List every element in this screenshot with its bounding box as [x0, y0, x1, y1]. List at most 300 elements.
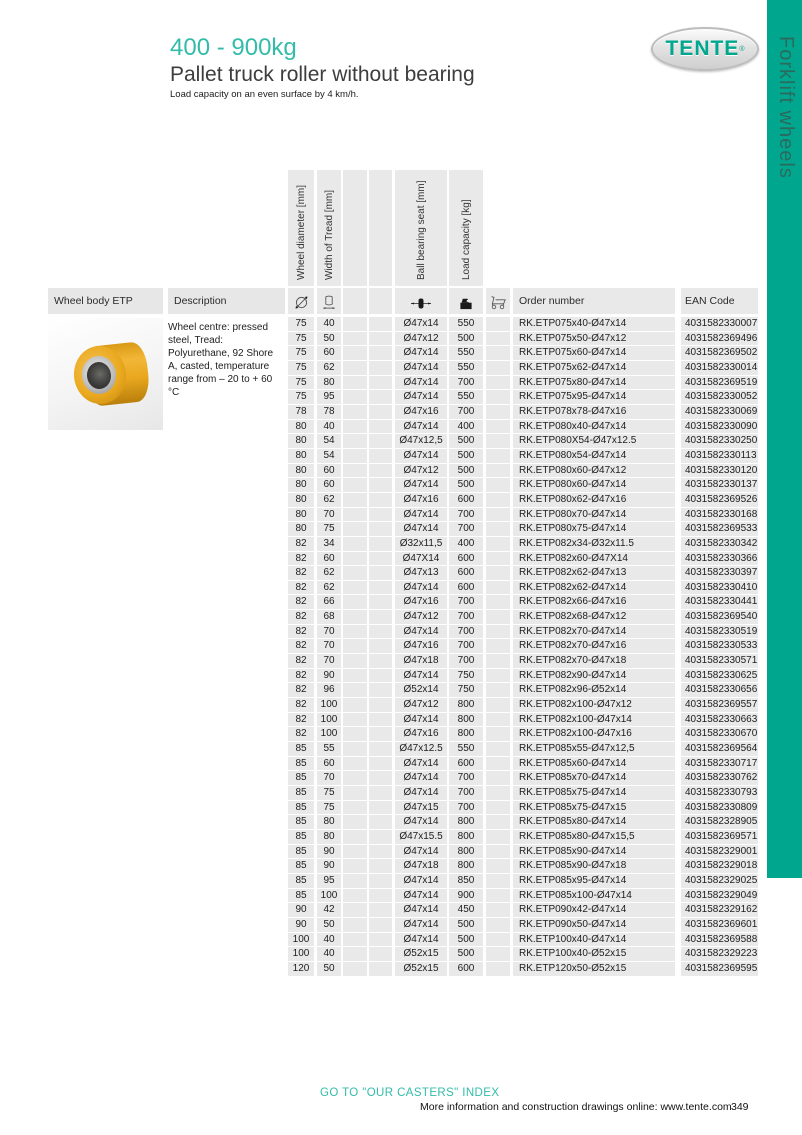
table-cell: 4031582369533 — [681, 522, 758, 537]
table-cell — [486, 771, 510, 786]
table-cell — [369, 859, 392, 874]
table-cell: RK.ETP075x60-Ø47x14 — [513, 346, 675, 361]
table-row — [288, 390, 758, 405]
table-cell: 600 — [449, 962, 483, 977]
table-cell: Ø52x15 — [395, 962, 447, 977]
table-cell — [486, 405, 510, 420]
table-cell: 700 — [449, 639, 483, 654]
col-ball-bearing-seat — [395, 170, 447, 286]
table-cell — [369, 552, 392, 567]
table-cell: Ø47x14 — [395, 713, 447, 728]
table-body — [288, 317, 758, 977]
table-row — [288, 537, 758, 552]
table-cell: 4031582330137 — [681, 478, 758, 493]
table-cell: 82 — [288, 683, 314, 698]
col-tread-width — [317, 170, 341, 286]
table-cell: 4031582329018 — [681, 859, 758, 874]
table-cell: 4031582369601 — [681, 918, 758, 933]
table-cell: Ø47x12 — [395, 698, 447, 713]
table-cell: 4031582330014 — [681, 361, 758, 376]
table-row — [288, 522, 758, 537]
table-cell: 80 — [288, 522, 314, 537]
table-cell: 40 — [317, 317, 341, 332]
table-cell: Ø47x15.5 — [395, 830, 447, 845]
table-row — [288, 815, 758, 830]
table-cell — [486, 786, 510, 801]
table-cell — [369, 537, 392, 552]
table-cell: Ø47x16 — [395, 595, 447, 610]
table-cell: 70 — [317, 625, 341, 640]
table-row — [288, 552, 758, 567]
table-cell: RK.ETP082x100-Ø47x14 — [513, 713, 675, 728]
table-cell — [369, 346, 392, 361]
table-cell: 75 — [288, 332, 314, 347]
table-cell: 4031582330571 — [681, 654, 758, 669]
table-cell — [369, 933, 392, 948]
table-row — [288, 962, 758, 977]
table-cell: 80 — [288, 508, 314, 523]
table-row — [288, 639, 758, 654]
table-row — [288, 464, 758, 479]
table-cell: 42 — [317, 903, 341, 918]
table-row — [288, 683, 758, 698]
table-row — [288, 713, 758, 728]
table-icon-row — [288, 288, 758, 314]
table-cell — [369, 771, 392, 786]
table-cell: 700 — [449, 610, 483, 625]
table-cell: 500 — [449, 464, 483, 479]
table-cell: 800 — [449, 859, 483, 874]
table-cell: RK.ETP082x90-Ø47x14 — [513, 669, 675, 684]
table-cell: 82 — [288, 552, 314, 567]
table-row — [288, 947, 758, 962]
table-cell: 4031582330007 — [681, 317, 758, 332]
table-cell: 40 — [317, 947, 341, 962]
table-cell: 600 — [449, 581, 483, 596]
table-cell: RK.ETP075x80-Ø47x14 — [513, 376, 675, 391]
table-row — [288, 727, 758, 742]
table-cell: 90 — [317, 859, 341, 874]
table-cell: 54 — [317, 449, 341, 464]
table-cell: Ø47x14 — [395, 346, 447, 361]
table-cell: 4031582330052 — [681, 390, 758, 405]
table-cell — [343, 610, 367, 625]
table-cell — [486, 317, 510, 332]
table-cell: 100 — [317, 698, 341, 713]
table-cell: 120 — [288, 962, 314, 977]
table-cell — [343, 742, 367, 757]
table-cell: 82 — [288, 639, 314, 654]
table-cell: 4031582330397 — [681, 566, 758, 581]
table-cell: 750 — [449, 683, 483, 698]
footer-info: More information and construction drawings online: www.tente.com — [420, 1101, 732, 1113]
category-tab — [767, 0, 802, 878]
table-cell — [343, 405, 367, 420]
table-cell: 75 — [288, 390, 314, 405]
table-cell: 4031582330168 — [681, 508, 758, 523]
load-range: 400 - 900kg — [170, 34, 297, 61]
table-cell — [343, 830, 367, 845]
table-cell — [343, 420, 367, 435]
table-cell: RK.ETP085x75-Ø47x14 — [513, 786, 675, 801]
table-cell: 50 — [317, 332, 341, 347]
table-cell — [369, 918, 392, 933]
table-cell — [369, 889, 392, 904]
table-cell: RK.ETP080x60-Ø47x14 — [513, 478, 675, 493]
table-cell — [486, 508, 510, 523]
table-cell — [343, 815, 367, 830]
table-cell: RK.ETP080X54-Ø47x12.5 — [513, 434, 675, 449]
table-cell — [486, 493, 510, 508]
table-cell — [369, 903, 392, 918]
table-row — [288, 874, 758, 889]
col-label: Ball bearing seat [mm] — [416, 180, 427, 280]
table-cell: 4031582369557 — [681, 698, 758, 713]
table-cell — [486, 581, 510, 596]
table-cell: 90 — [288, 918, 314, 933]
table-cell: 4031582330113 — [681, 449, 758, 464]
registered-mark: ® — [739, 45, 745, 53]
table-cell: 4031582369595 — [681, 962, 758, 977]
table-cell: RK.ETP080x40-Ø47x14 — [513, 420, 675, 435]
table-cell: 600 — [449, 757, 483, 772]
table-cell: Ø47x14 — [395, 933, 447, 948]
table-cell — [369, 493, 392, 508]
table-cell: 4031582330663 — [681, 713, 758, 728]
table-cell: 80 — [317, 815, 341, 830]
table-cell: 4031582330717 — [681, 757, 758, 772]
table-cell: 85 — [288, 757, 314, 772]
table-cell: 82 — [288, 581, 314, 596]
table-cell: 600 — [449, 493, 483, 508]
table-cell: Ø47x14 — [395, 889, 447, 904]
table-cell — [486, 727, 510, 742]
table-cell: 62 — [317, 566, 341, 581]
table-row — [288, 889, 758, 904]
table-cell — [369, 595, 392, 610]
casters-index-link[interactable]: GO TO "OUR CASTERS" INDEX — [320, 1087, 500, 1099]
table-cell: RK.ETP082x62-Ø47x13 — [513, 566, 675, 581]
table-row — [288, 742, 758, 757]
table-row — [288, 493, 758, 508]
table-cell: 800 — [449, 815, 483, 830]
table-cell — [343, 493, 367, 508]
table-cell — [343, 464, 367, 479]
table-cell: 50 — [317, 962, 341, 977]
table-row — [288, 918, 758, 933]
table-cell: 4031582329001 — [681, 845, 758, 860]
table-row — [288, 859, 758, 874]
table-cell — [369, 581, 392, 596]
table-cell: Ø47x18 — [395, 859, 447, 874]
table-cell: 500 — [449, 918, 483, 933]
table-cell: Ø47x13 — [395, 566, 447, 581]
table-cell: 100 — [288, 947, 314, 962]
table-cell — [369, 625, 392, 640]
table-cell: 95 — [317, 874, 341, 889]
table-cell: Ø47x18 — [395, 654, 447, 669]
table-cell — [486, 801, 510, 816]
table-cell — [343, 332, 367, 347]
table-cell: 4031582329049 — [681, 889, 758, 904]
table-row — [288, 420, 758, 435]
table-cell — [486, 376, 510, 391]
table-cell: Ø47x12.5 — [395, 742, 447, 757]
table-cell — [343, 581, 367, 596]
table-cell — [369, 478, 392, 493]
table-cell — [486, 390, 510, 405]
table-cell: Ø47x15 — [395, 801, 447, 816]
table-cell: 4031582369588 — [681, 933, 758, 948]
header-empty-1 — [343, 288, 367, 314]
table-cell — [486, 757, 510, 772]
table-cell — [486, 625, 510, 640]
table-row — [288, 317, 758, 332]
table-cell: Ø47x12 — [395, 464, 447, 479]
table-cell: Ø52x14 — [395, 683, 447, 698]
table-cell — [486, 434, 510, 449]
table-cell: Ø47x14 — [395, 317, 447, 332]
table-cell: Ø47x14 — [395, 757, 447, 772]
table-cell — [369, 522, 392, 537]
table-cell: 78 — [317, 405, 341, 420]
table-cell: 4031582329025 — [681, 874, 758, 889]
table-cell: RK.ETP100x40-Ø47x14 — [513, 933, 675, 948]
table-cell: 100 — [317, 727, 341, 742]
table-cell: 500 — [449, 478, 483, 493]
table-cell: 550 — [449, 742, 483, 757]
table-cell — [369, 786, 392, 801]
table-cell: 4031582369496 — [681, 332, 758, 347]
table-row — [288, 757, 758, 772]
table-cell: 600 — [449, 566, 483, 581]
table-cell: 85 — [288, 889, 314, 904]
table-cell: 34 — [317, 537, 341, 552]
product-description: Wheel centre: pressed steel, Tread: Polyurethane, 92 Shore A, casted, temperature range from – 20 to + 60 °C — [168, 322, 274, 398]
table-cell — [343, 845, 367, 860]
table-cell — [369, 376, 392, 391]
table-cell: 4031582369540 — [681, 610, 758, 625]
table-cell — [343, 698, 367, 713]
table-cell: 600 — [449, 552, 483, 567]
table-cell: 82 — [288, 698, 314, 713]
table-cell: 100 — [317, 713, 341, 728]
table-cell: 75 — [288, 376, 314, 391]
table-cell — [369, 801, 392, 816]
table-row — [288, 478, 758, 493]
table-cell: RK.ETP090x42-Ø47x14 — [513, 903, 675, 918]
table-cell — [343, 376, 367, 391]
table-cell — [343, 522, 367, 537]
table-cell — [486, 420, 510, 435]
table-cell: 500 — [449, 947, 483, 962]
table-cell: 100 — [317, 889, 341, 904]
table-cell: 4031582369571 — [681, 830, 758, 845]
table-cell: Ø47x14 — [395, 508, 447, 523]
table-cell: 82 — [288, 625, 314, 640]
table-cell — [343, 566, 367, 581]
table-cell: Ø47x12 — [395, 332, 447, 347]
table-cell: 4031582330120 — [681, 464, 758, 479]
table-cell: 4031582330519 — [681, 625, 758, 640]
table-cell — [343, 859, 367, 874]
table-cell: 550 — [449, 317, 483, 332]
table-cell: 500 — [449, 933, 483, 948]
table-cell: 62 — [317, 361, 341, 376]
tente-logo — [651, 27, 759, 71]
table-cell — [343, 478, 367, 493]
table-cell: RK.ETP082x96-Ø52x14 — [513, 683, 675, 698]
table-cell — [486, 874, 510, 889]
table-cell: 800 — [449, 845, 483, 860]
col-empty-1 — [343, 170, 367, 286]
table-cell: 700 — [449, 654, 483, 669]
table-cell — [486, 669, 510, 684]
table-row — [288, 449, 758, 464]
table-cell — [343, 771, 367, 786]
table-cell: RK.ETP080x75-Ø47x14 — [513, 522, 675, 537]
table-cell — [369, 639, 392, 654]
table-cell: 80 — [288, 420, 314, 435]
table-cell: 80 — [288, 464, 314, 479]
table-cell: Ø47x14 — [395, 903, 447, 918]
table-cell — [343, 713, 367, 728]
table-cell — [486, 522, 510, 537]
table-cell: RK.ETP080x60-Ø47x12 — [513, 464, 675, 479]
table-cell — [486, 478, 510, 493]
table-cell: RK.ETP075x50-Ø47x12 — [513, 332, 675, 347]
table-cell: RK.ETP080x62-Ø47x16 — [513, 493, 675, 508]
table-cell: 70 — [317, 771, 341, 786]
table-cell — [369, 508, 392, 523]
table-cell: Ø47x14 — [395, 845, 447, 860]
tread-width-icon — [317, 288, 341, 314]
table-cell: 4031582330441 — [681, 595, 758, 610]
table-row — [288, 786, 758, 801]
table-cell — [486, 595, 510, 610]
table-cell: 96 — [317, 683, 341, 698]
table-cell: Ø47x16 — [395, 639, 447, 654]
table-row — [288, 669, 758, 684]
table-cell: 80 — [288, 478, 314, 493]
table-row — [288, 903, 758, 918]
table-cell: 4031582369564 — [681, 742, 758, 757]
table-cell: 4031582330410 — [681, 581, 758, 596]
table-cell: Ø47x14 — [395, 874, 447, 889]
table-cell: RK.ETP082x100-Ø47x12 — [513, 698, 675, 713]
table-cell: 4031582328905 — [681, 815, 758, 830]
table-cell — [369, 669, 392, 684]
table-cell: 4031582329223 — [681, 947, 758, 962]
table-cell: Ø47x12,5 — [395, 434, 447, 449]
table-cell: RK.ETP082x100-Ø47x16 — [513, 727, 675, 742]
table-cell — [486, 332, 510, 347]
table-cell: 80 — [288, 434, 314, 449]
table-cell: Ø52x15 — [395, 947, 447, 962]
table-row — [288, 405, 758, 420]
table-cell: 4031582369526 — [681, 493, 758, 508]
table-cell: 4031582329162 — [681, 903, 758, 918]
table-cell: RK.ETP082x70-Ø47x16 — [513, 639, 675, 654]
wheel-body-header: Wheel body ETP — [48, 288, 163, 314]
table-cell: 4031582330090 — [681, 420, 758, 435]
table-cell: 700 — [449, 405, 483, 420]
table-row — [288, 698, 758, 713]
table-cell: 700 — [449, 376, 483, 391]
table-cell: RK.ETP082x66-Ø47x16 — [513, 595, 675, 610]
table-cell: 85 — [288, 742, 314, 757]
table-cell: RK.ETP085x60-Ø47x14 — [513, 757, 675, 772]
table-cell: 700 — [449, 595, 483, 610]
table-row — [288, 610, 758, 625]
table-cell: Ø47x14 — [395, 390, 447, 405]
table-cell: RK.ETP082x68-Ø47x12 — [513, 610, 675, 625]
col-wheel-diameter — [288, 170, 314, 286]
col-load-capacity — [449, 170, 483, 286]
table-cell — [486, 639, 510, 654]
table-cell — [343, 552, 367, 567]
table-cell: 70 — [317, 654, 341, 669]
table-cell: 700 — [449, 625, 483, 640]
table-cell: 700 — [449, 771, 483, 786]
table-cell: 700 — [449, 786, 483, 801]
table-cell — [486, 537, 510, 552]
table-cell: 85 — [288, 874, 314, 889]
table-cell: Ø47x14 — [395, 771, 447, 786]
table-cell: 78 — [288, 405, 314, 420]
table-cell — [343, 757, 367, 772]
table-cell: 100 — [288, 933, 314, 948]
table-cell — [486, 859, 510, 874]
table-cell — [486, 552, 510, 567]
table-cell — [486, 845, 510, 860]
table-cell: 800 — [449, 713, 483, 728]
table-cell: 800 — [449, 830, 483, 845]
table-cell: 85 — [288, 801, 314, 816]
table-cell: 95 — [317, 390, 341, 405]
table-cell — [369, 727, 392, 742]
table-cell: 550 — [449, 361, 483, 376]
table-cell: 4031582330533 — [681, 639, 758, 654]
table-cell — [343, 874, 367, 889]
table-cell — [343, 361, 367, 376]
table-cell — [486, 713, 510, 728]
table-cell: 75 — [288, 317, 314, 332]
col-empty-2 — [369, 170, 392, 286]
table-cell: 82 — [288, 566, 314, 581]
table-cell — [343, 537, 367, 552]
table-cell: 750 — [449, 669, 483, 684]
table-cell: 500 — [449, 332, 483, 347]
table-cell — [343, 918, 367, 933]
table-cell: 82 — [288, 727, 314, 742]
table-cell: RK.ETP082x70-Ø47x14 — [513, 625, 675, 640]
table-cell: 4031582330793 — [681, 786, 758, 801]
load-capacity-icon — [449, 288, 483, 314]
col-label: Load capacity [kg] — [461, 199, 472, 280]
table-cell: 4031582330250 — [681, 434, 758, 449]
table-cell: 550 — [449, 346, 483, 361]
table-cell: 4031582369502 — [681, 346, 758, 361]
table-cell: 4031582330656 — [681, 683, 758, 698]
table-cell: 800 — [449, 727, 483, 742]
table-cell — [343, 317, 367, 332]
table-row — [288, 434, 758, 449]
col-label: Width of Tread [mm] — [324, 189, 335, 280]
table-cell: Ø47x14 — [395, 449, 447, 464]
ean-code-header: EAN Code — [681, 288, 758, 314]
table-cell: 60 — [317, 478, 341, 493]
